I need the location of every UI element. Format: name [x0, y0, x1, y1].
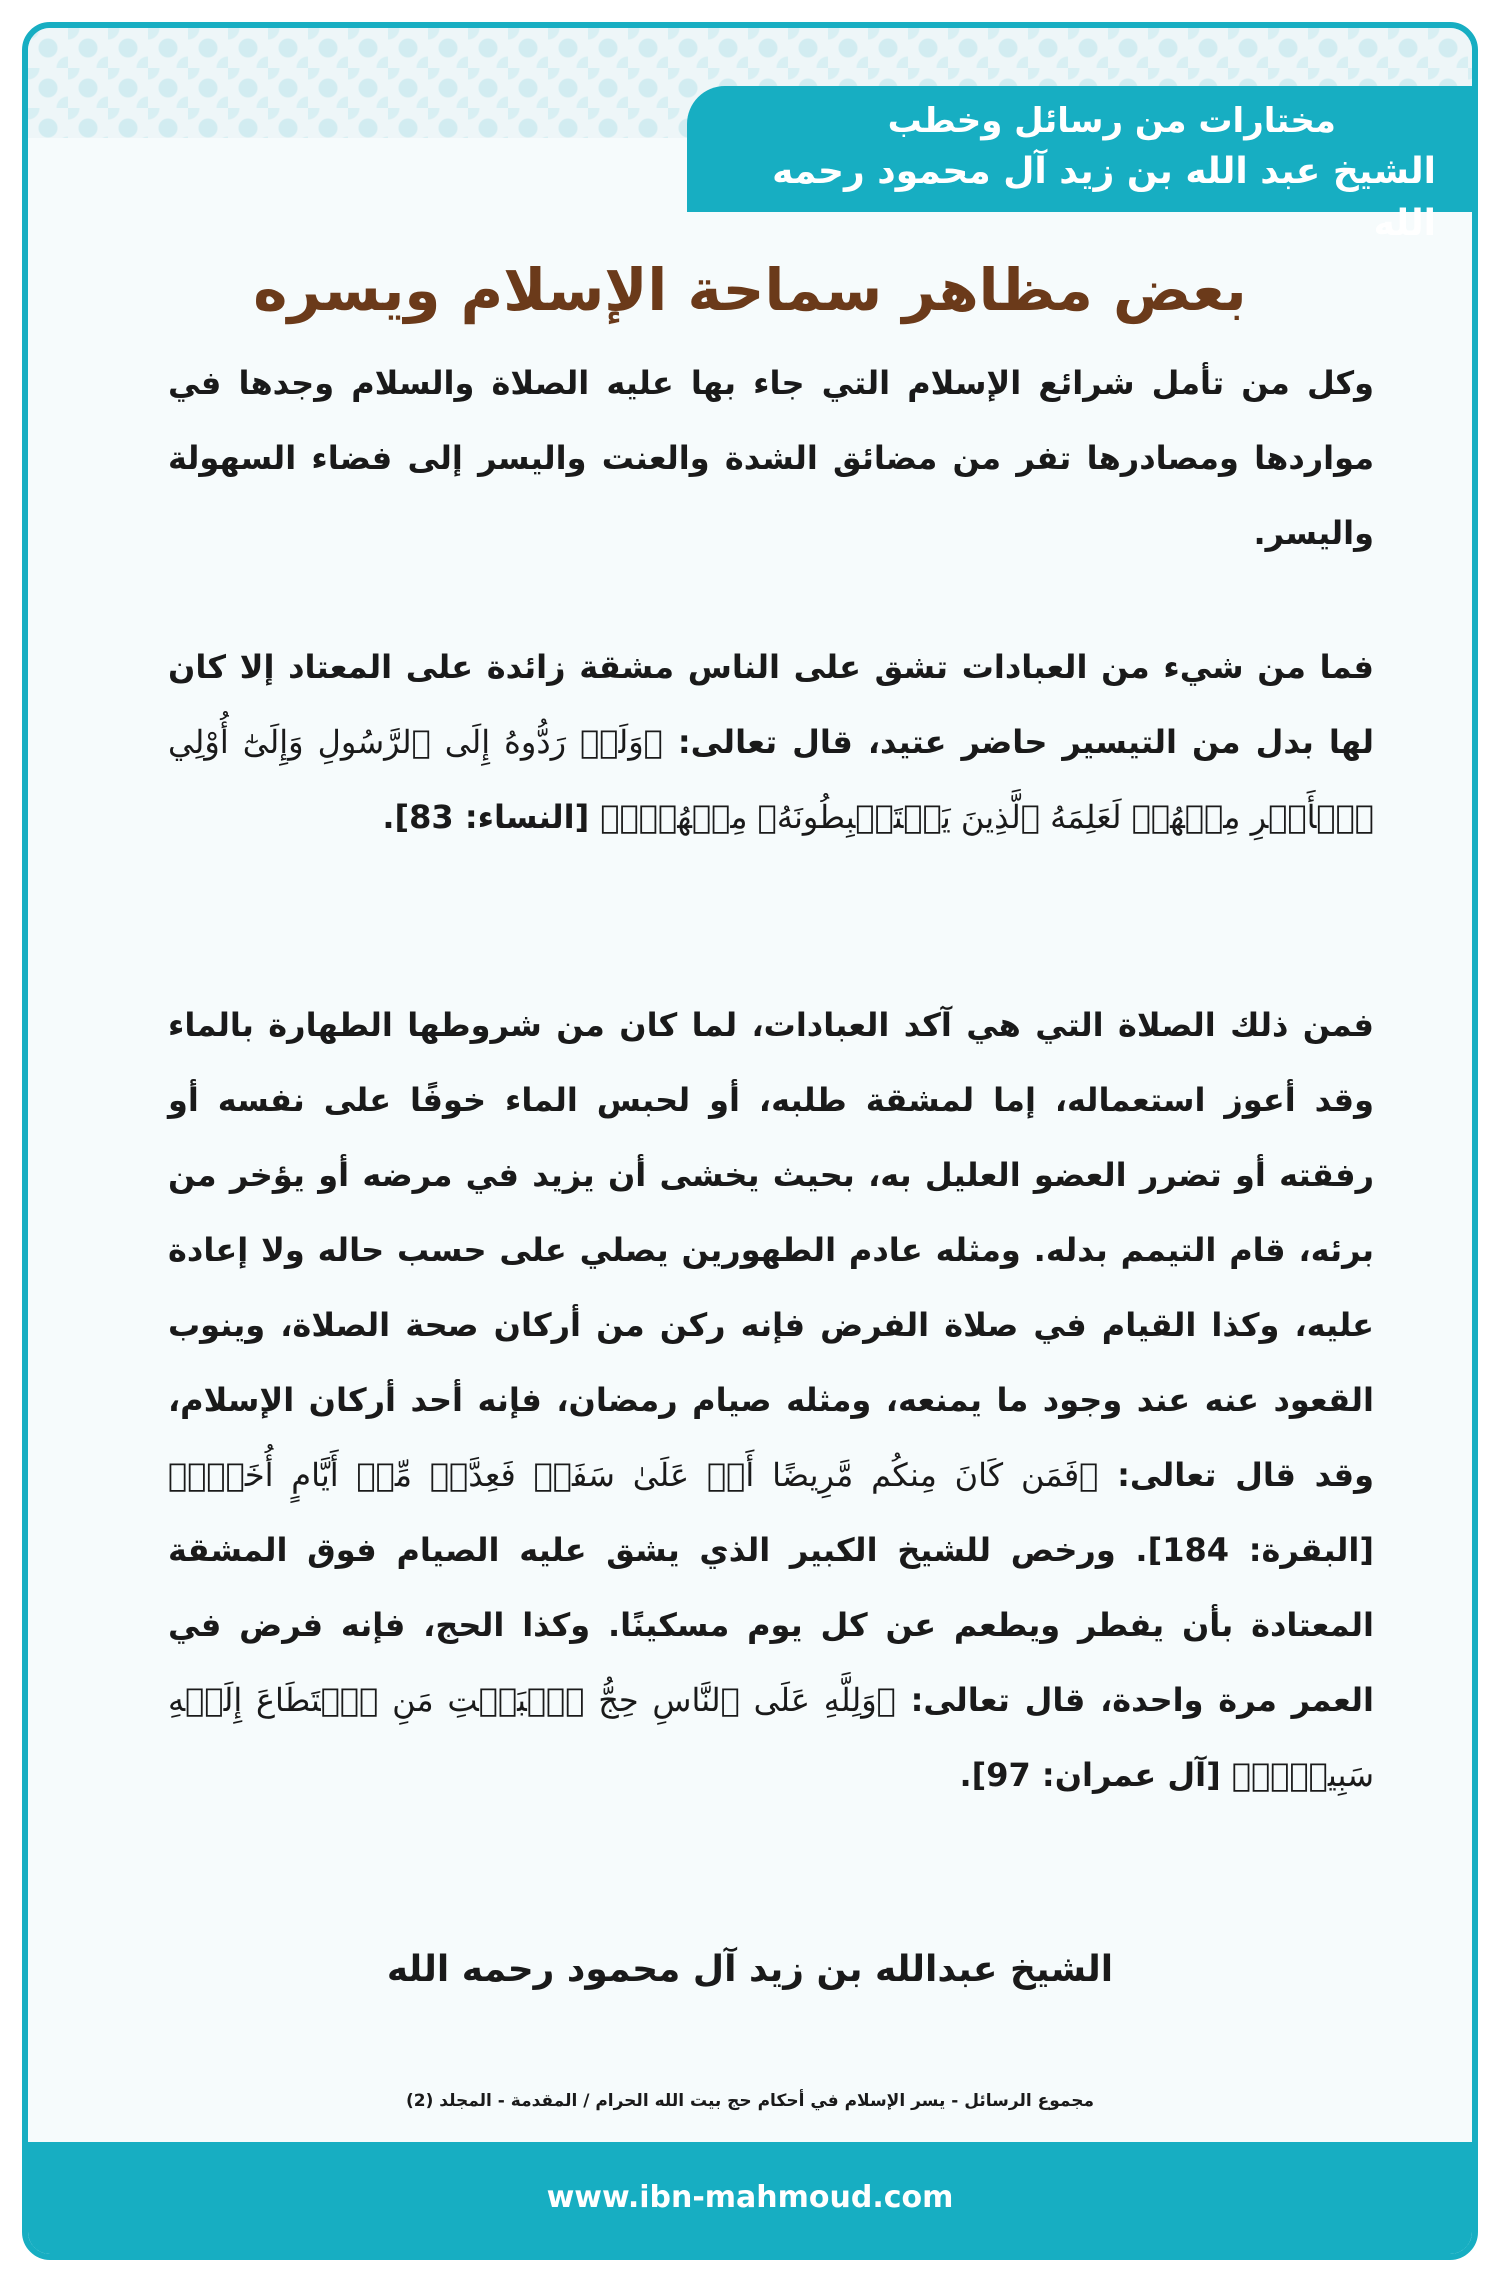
- author-signature: الشيخ عبدالله بن زيد آل محمود رحمه الله: [386, 1949, 1114, 1990]
- paragraph-2-text-a: فما من شيء من العبادات تشق على الناس مشقة زائدة على المعتاد إلا كان لها بدل من التيسير حاضر عتيد، قال تعالى:: [168, 648, 1375, 761]
- page-frame: [22, 22, 1478, 2260]
- footer-bar: [28, 2142, 1472, 2254]
- paragraph-1: وكل من تأمل شرائع الإسلام التي جاء بها عليه الصلاة والسلام وجدها في مواردها ومصادرها تفر من مضائق الشدة والعنت واليسر إلى فضاء السهولة واليسر.: [168, 364, 1374, 552]
- paragraph-3-text-c: [آل عمران: 97].: [959, 1756, 1232, 1794]
- header-banner: [687, 86, 1472, 244]
- paragraph-3-text-a: فمن ذلك الصلاة التي هي آكد العبادات، لما كان من شروطها الطهارة بالماء وقد أعوز استعماله، إما لمشقة طلبه، أو لحبس الماء خوفًا على نفسه أو رفقته أو تضرر العضو العليل به، بحيث يخشى أن يزيد في مرضه أو يؤخر من برئه، قام التيمم بدله. ومثله عادم الطهورين يصلي على حسب حاله ولا إعادة عليه، وكذا القيام في صلاة الفرض فإنه ركن من أركان صحة الصلاة، وينوب القعود عنه عند وجود ما يمنعه، ومثله صيام رمضان، فإنه أحد أركان الإسلام، وقد قال تعالى:: [168, 1006, 1375, 1494]
- quran-verse-nisa: ﴿وَلَوۡ رَدُّوهُ إِلَى ٱلرَّسُولِ وَإِلَىٰٓ أُوْلِي ٱلۡأَمۡرِ مِنۡهُمۡ لَعَلِمَهُ ٱلَّذِينَ يَسۡتَنۢبِطُونَهُۥ مِنۡهُمۡۗ﴾: [168, 723, 1374, 836]
- header-series-title: مختارات من رسائل وخطب: [887, 101, 1336, 141]
- paragraph-3-text-b: [البقرة: 184]. ورخص للشيخ الكبير الذي يشق عليه الصيام فوق المشقة المعتادة بأن يفطر ويطعم عن كل يوم مسكينًا. وكذا الحج، فإنه فرض في العمر مرة واحدة، قال تعالى:: [168, 1531, 1375, 1719]
- paragraph-3: [168, 988, 1374, 1813]
- quran-verse-baqara: ﴿فَمَن كَانَ مِنكُم مَّرِيضًا أَوۡ عَلَىٰ سَفَرٖ فَعِدَّةٞ مِّنۡ أَيَّامٍ أُخَرَۚ﴾: [168, 1456, 1099, 1494]
- paragraph-2-text-b: [النساء: 83].: [382, 798, 601, 836]
- paragraph-2: [168, 630, 1374, 855]
- quran-verse-al-imran: ﴿وَلِلَّهِ عَلَى ٱلنَّاسِ حِجُّ ٱلۡبَيۡتِ مَنِ ٱسۡتَطَاعَ إِلَيۡهِ سَبِيلٗاۚ﴾: [168, 1681, 1374, 1794]
- header-author-name: الشيخ عبد الله بن زيد آل محمود رحمه الله: [772, 151, 1436, 244]
- website-link[interactable]: www.ibn-mahmoud.com: [546, 2180, 954, 2215]
- article-title: بعض مظاهر سماحة الإسلام ويسره: [253, 256, 1247, 324]
- source-reference: مجموع الرسائل - يسر الإسلام في أحكام حج بيت الله الحرام / المقدمة - المجلد (2): [405, 2091, 1095, 2111]
